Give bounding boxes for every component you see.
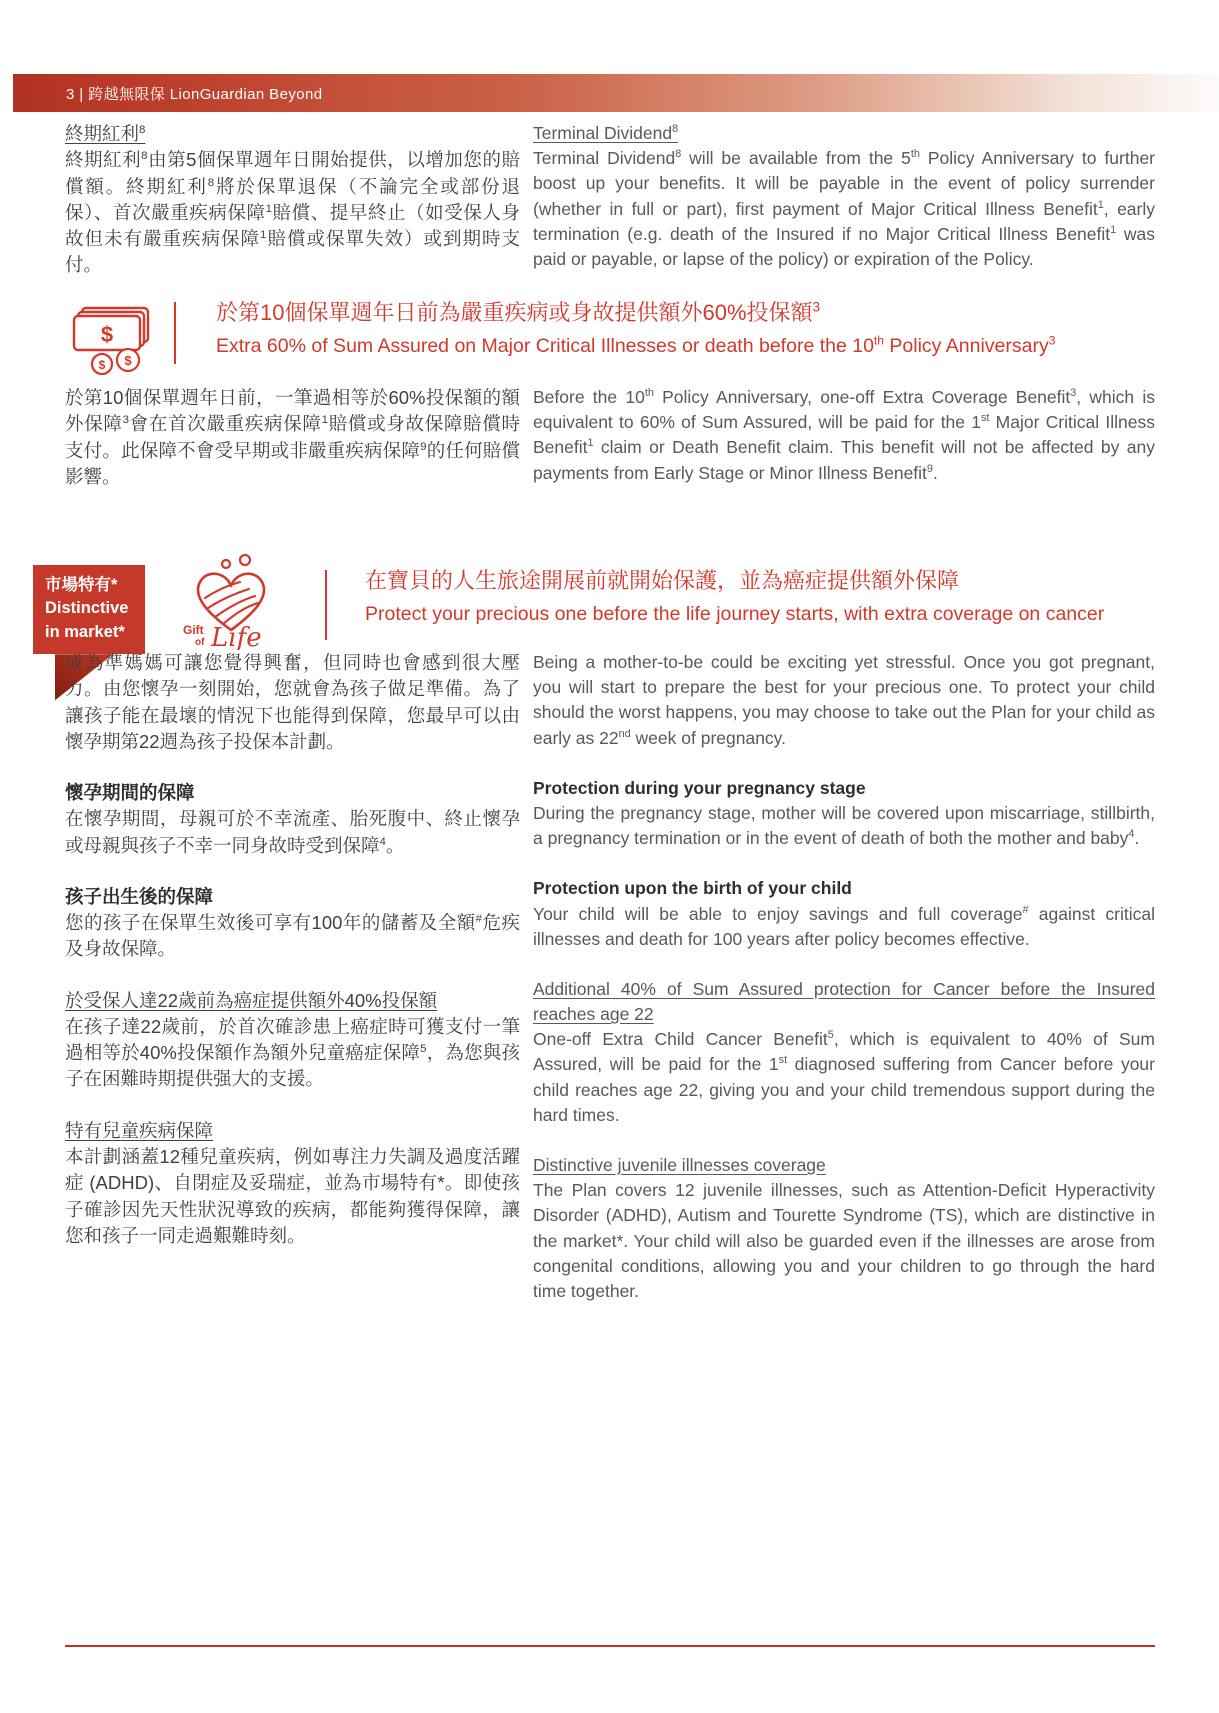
extra-coverage-zh-title: 於第10個保單週年日前為嚴重疾病或身故提供額外60%投保額$^3$ (216, 299, 821, 325)
maternity-zh-column (65, 650, 520, 1304)
svg-text:$: $ (98, 358, 106, 372)
extra-coverage-titles (216, 298, 1055, 359)
distinctive-in-market-badge (33, 565, 145, 654)
maternity-en-body-birth: Your child will be able to enjoy savings and full coverage# against critical illnesses and death for 100 years after policy becomes effective. (533, 903, 1155, 949)
callout-vertical-divider-2 (325, 570, 327, 640)
gift-of-life-heart-hands-icon (179, 554, 283, 655)
callout-maternity (33, 552, 1104, 655)
page-header-bar (13, 74, 1219, 112)
distinctive-badge-wrap (33, 565, 145, 654)
maternity-zh-heading-birth: 孩子出生後的保障 (65, 885, 214, 907)
extra-coverage-en-column (533, 385, 1155, 490)
terminal-dividend-zh-body: 終期紅利$^8$由第5個保單週年日開始提供，以增加您的賠償額。終期紅利$^8$將於保單退保（不論完全或部份退保）、首次嚴重疾病保障$^1$賠償、提早終止（如受保人身故但未有嚴重疾病保障$^1$賠償或保單失效）或到期時支付。 (65, 149, 520, 276)
maternity-en-heading-cancer: Additional 40% of Sum Assured protection for Cancer before the Insured reaches age 22 (533, 978, 1155, 1025)
maternity-zh-body-pregnancy: 在懷孕期間，母親可於不幸流產、胎死腹中、終止懷孕或母親與孩子不幸一同身故時受到保障$^4$。 (65, 808, 520, 856)
maternity-en-heading-birth: Protection upon the birth of your child (533, 878, 852, 899)
maternity-en-body-juvenile: The Plan covers 12 juvenile illnesses, such as Attention-Deficit Hyperactivity Disorder (ADHD), Autism and Tourette Syndrome (TS), which are distinctive in the market*. Your child will also be guarded even if the illnesses are arose from congenital conditions, allowing you and your children to go through the hard time together. (533, 1180, 1155, 1301)
maternity-en-body-cancer: One-off Extra Child Cancer Benefit$^5$, which is equivalent to 40% of Sum Assured, will be paid for the 1st diagnosed suffering from Cancer before your child reaches age 22, giving you and your child tremendous support during the hard times. (533, 1029, 1155, 1125)
maternity-en-column (533, 650, 1155, 1304)
badge-line-zh: 市場特有* (45, 576, 118, 594)
maternity-en-heading-juvenile: Distinctive juvenile illnesses coverage (533, 1155, 826, 1175)
gift-of-life-word-gift: Gift (183, 623, 204, 637)
maternity-zh-heading-cancer: 於受保人達22歲前為癌症提供額外40%投保額 (65, 989, 438, 1011)
terminal-dividend-zh-column (65, 121, 520, 279)
maternity-zh-body-birth: 您的孩子在保單生效後可享有100年的儲蓄及全額#危疾及身故保障。 (65, 912, 520, 960)
callout-extra-coverage (68, 298, 1055, 381)
extra-coverage-en-title: Extra 60% of Sum Assured on Major Critical Illnesses or death before the 10th Policy Anniversary$^3$ (216, 333, 1056, 357)
extra-coverage-en-body: Before the 10th Policy Anniversary, one-off Extra Coverage Benefit$^3$, which is equivalent to 60% of Sum Assured, will be paid for the 1st Major Critical Illness Benefit$^1$ claim or Death Benefit claim. This benefit will not be affected by any payments from Early Stage or Minor Illness Benefit$^9$. (533, 387, 1155, 483)
section-maternity (65, 650, 1155, 1304)
terminal-dividend-en-column (533, 121, 1155, 279)
section-terminal-dividend (65, 121, 1155, 279)
maternity-en-heading-pregnancy: Protection during your pregnancy stage (533, 777, 866, 798)
banknotes-coins-icon (68, 298, 156, 381)
maternity-en-title: Protect your precious one before the life journey starts, with extra coverage on cancer (365, 602, 1105, 625)
maternity-zh-heading-juvenile: 特有兒童疾病保障 (65, 1119, 214, 1141)
terminal-dividend-en-body: Terminal Dividend$^8$ will be available from the 5th Policy Anniversary to further boost up your benefits. It will be payable in the event of policy surrender (whether in full or part), first payment of Major Critical Illness Benefit$^1$, early termination (e.g. death of the Insured if no Major Critical Illness Benefit$^1$ was paid or payable, or lapse of the policy) or expiration of the Policy. (533, 148, 1156, 269)
maternity-zh-body-cancer: 在孩子達22歲前，於首次確診患上癌症時可獲支付一筆過相等於40%投保額作為額外兒童癌症保障$^5$，為您與孩子在困難時期提供强大的支援。 (65, 1015, 520, 1090)
maternity-titles (365, 566, 1104, 627)
terminal-dividend-en-heading: Terminal Dividend$^8$ (533, 123, 679, 143)
badge-line-en-1: Distinctive (45, 599, 129, 618)
maternity-zh-title: 在寶貝的人生旅途開展前就開始保護，並為癌症提供額外保障 (365, 568, 960, 593)
maternity-zh-heading-pregnancy: 懷孕期間的保障 (65, 782, 195, 804)
extra-coverage-zh-column (65, 385, 520, 490)
gift-of-life-word-life: Life (211, 623, 262, 650)
callout-vertical-divider (174, 302, 176, 364)
maternity-zh-intro: 成為準媽媽可讓您覺得興奮，但同時也會感到很大壓力。由您懷孕一刻開始，您就會為孩子做足準備。為了讓孩子能在最壞的情況下也能得到保障，您最早可以由懷孕期第22週為孩子投保本計劃。 (65, 652, 520, 752)
bottom-divider-rule (65, 1645, 1155, 1647)
svg-text:$: $ (100, 322, 114, 347)
maternity-en-body-pregnancy: During the pregnancy stage, mother will be covered upon miscarriage, stillbirth, a pregnancy termination or in the event of death of both the mother and baby$^4$. (533, 802, 1155, 849)
section-extra-coverage (65, 385, 1155, 490)
page-header-label: 3 | 跨越無限保 LionGuardian Beyond (66, 85, 323, 103)
badge-line-en-2: in market* (45, 622, 125, 641)
svg-text:$: $ (124, 353, 132, 368)
extra-coverage-zh-body: 於第10個保單週年日前，一筆過相等於60%投保額的額外保障$^3$會在首次嚴重疾病保障$^1$賠償或身故保障賠償時支付。此保障不會受早期或非嚴重疾病保障$^9$的任何賠償影響。 (65, 387, 520, 487)
maternity-zh-body-juvenile: 本計劃涵蓋12種兒童疾病，例如專注力失調及過度活躍症 (ADHD)、自閉症及妥瑞症，並為市場特有*。即使孩子確診因先天性狀況導致的疾病，都能夠獲得保障，讓您和孩子一同走過艱難時刻。 (65, 1145, 520, 1246)
gift-of-life-word-of: of (195, 637, 205, 648)
terminal-dividend-zh-heading: 終期紅利$^8$ (65, 123, 146, 144)
maternity-en-intro: Being a mother-to-be could be exciting yet stressful. Once you got pregnant, you will start to prepare the best for your precious one. To protect your child should the worst happens, you may choose to take out the Plan for your child as early as 22nd week of pregnancy. (533, 652, 1155, 748)
